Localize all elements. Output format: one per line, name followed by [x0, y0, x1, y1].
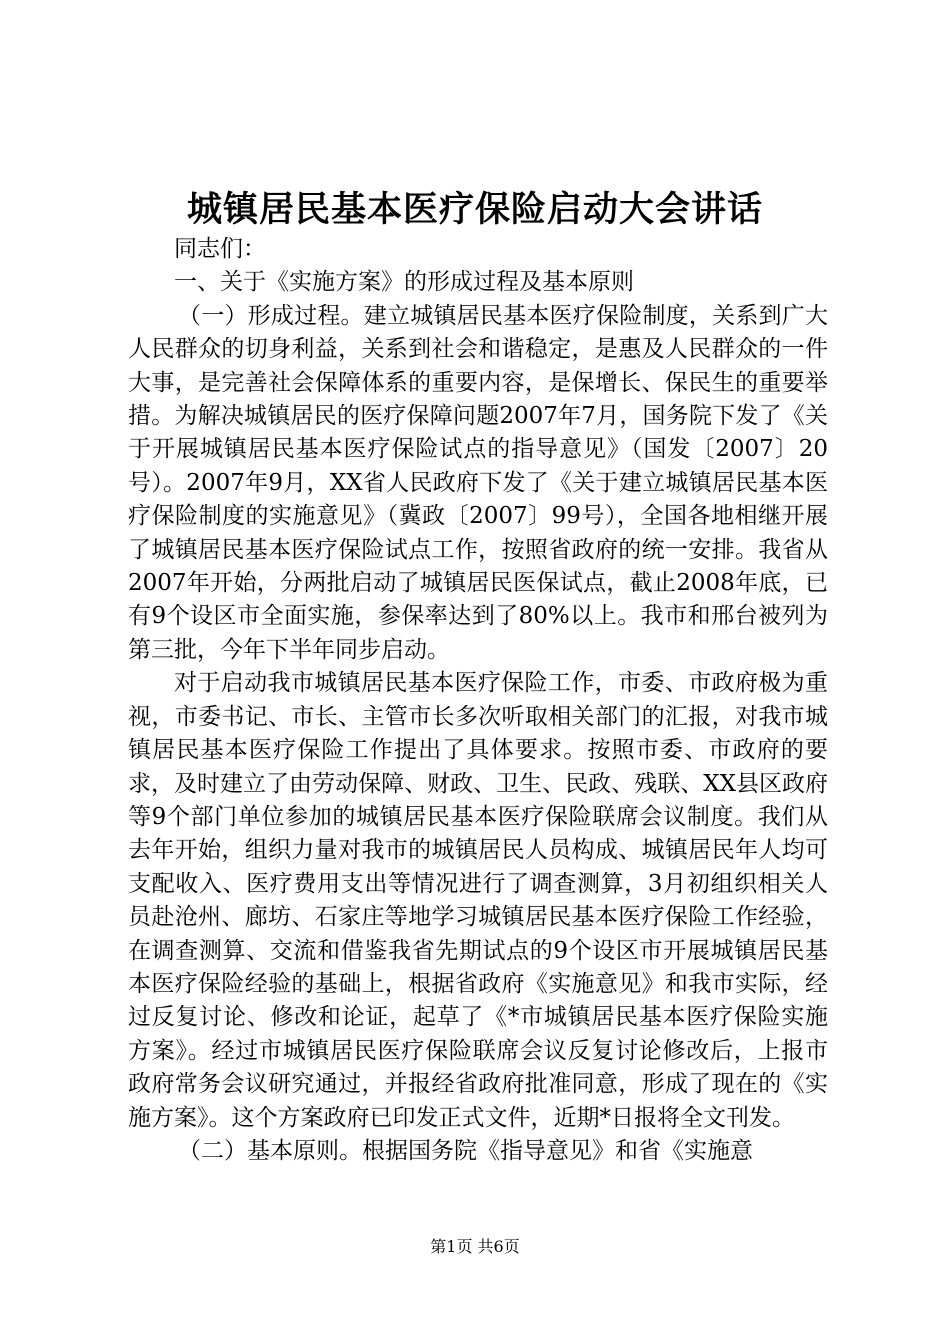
document-body: [128, 233, 828, 1168]
page-footer: 第1页 共6页: [430, 1237, 520, 1256]
body-paragraph: （二）基本原则。根据国务院《指导意见》和省《实施意: [178, 1137, 753, 1164]
body-paragraph: 对于启动我市城镇居民基本医疗保险工作，市委、市政府极为重视，市委书记、市长、主管市长多次听取相关部门的汇报，对我市城镇居民基本医疗保险工作提出了具体要求。按照市委、市政府的要求，及时建立了由劳动保障、财政、卫生、民政、残联、XX县区政府等9个部门单位参加的城镇居民基本医疗保险联席会议制度。我们从去年开始，组织力量对我市的城镇居民人员构成、城镇居民年人均可支配收入、医疗费用支出等情况进行了调查测算，3月初组织相关人员赴沧州、廊坊、石家庄等地学习城镇居民基本医疗保险工作经验，在调查测算、交流和借鉴我省先期试点的9个设区市开展城镇居民基本医疗保险经验的基础上，根据省政府《实施意见》和我市实际，经过反复讨论、修改和论证，起草了《*市城镇居民基本医疗保险实施方案》。经过市城镇居民医疗保险联席会议反复讨论修改后，上报市政府常务会议研究通过，并报经省政府批准同意，形成了现在的《实施方案》。这个方案政府已印发正式文件，近期*日报将全文刊发。: [128, 670, 828, 1131]
document-title: 城镇居民基本医疗保险启动大会讲话: [186, 189, 763, 230]
greeting-paragraph: 同志们：: [174, 236, 266, 262]
body-paragraph: （一）形成过程。建立城镇居民基本医疗保险制度，关系到广大人民群众的切身利益，关系到社会和谐稳定，是惠及人民群众的一件大事，是完善社会保障体系的重要内容，是保增长、保民生的重要举措。为解决城镇居民的医疗保障问题2007年7月，国务院下发了《关于开展城镇居民基本医疗保险试点的指导意见》（国发〔2007〕20号）。2007年9月，XX省人民政府下发了《关于建立城镇居民基本医疗保险制度的实施意见》（冀政〔2007〕99号），全国各地相继开展了城镇居民基本医疗保险试点工作，按照省政府的统一安排。我省从2007年开始，分两批启动了城镇居民医保试点，截止2008年底，已有9个设区市全面实施，参保率达到了80%以上。我市和邢台被列为第三批，今年下半年同步启动。: [128, 302, 828, 663]
section-heading: 一、关于《实施方案》的形成过程及基本原则: [174, 269, 634, 296]
